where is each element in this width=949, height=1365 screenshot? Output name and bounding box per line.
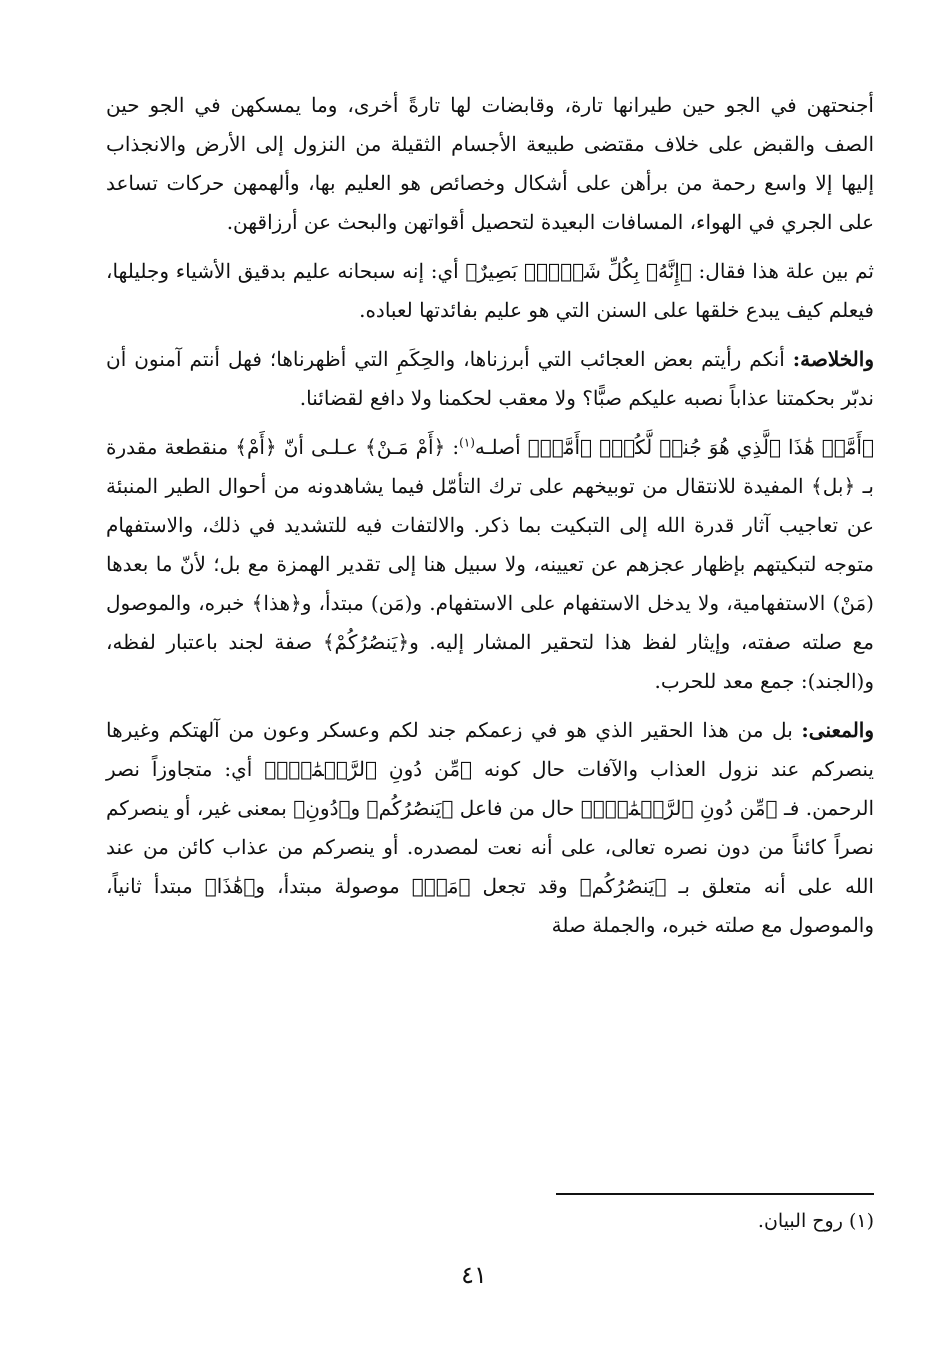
paragraph-cause (106, 252, 874, 330)
footnote (556, 1208, 874, 1234)
footnote-divider (556, 1193, 874, 1195)
summary-lead: والخلاصة: (792, 347, 874, 371)
paragraph-text: بل من هذا الحقير الذي هو في زعمكم جند لكم وعسكر وعون من آلهتكم وغيرها ينصركم عند نزول العذاب والآفات حال كونه ﴿مِّن دُونِ ٱلرَّحۡمَٰنِۚ﴾ أي: متجاوزاً نصر الرحمن. فـ ﴿مِّن دُونِ ٱلرَّحۡمَٰنِۚ﴾ حال من فاعل ﴿يَنصُرُكُم﴾ و﴿دُونِ﴾ بمعنى غير، أو ينصركم نصراً كائناً من دون نصره تعالى، على أنه نعت لمصدره. أو ينصركم من عذاب كائن من عند الله على أنه متعلق بـ ﴿يَنصُرُكُم﴾ وقد تجعل ﴿مَنۡ﴾ موصولة مبتدأ، و﴿هَٰذَا﴾ مبتدأ ثانياً، والموصول مع صلته خبره، والجملة صلة (106, 718, 874, 937)
footnote-number: (١) (848, 1210, 874, 1232)
page-number: ٤١ (461, 1261, 487, 1289)
verse-commentary: : ﴿أَمْ مَـنْ﴾ عـلـى أنّ ﴿أَمْ﴾ منقطعة مقدرة بـ ﴿بل﴾ المفيدة للانتقال من توبيخهم على ترك التأمّل فيما يشاهدونه من أحوال الطير المنبئة عن تعاجيب آثار قدرة الله إلى التبكيت بما ذكر. والالتفات فيه للتشديد في ذلك، والاستفهام متوجه لتبكيتهم بإظهار عجزهم عن تعيينه، ولا سبيل هنا إلى تقدير الهمزة مع بل؛ لأنّ ما بعدها (مَنْ) الاستفهامية، ولا يدخل الاستفهام على الاستفهام. و(مَن) مبتدأ، و﴿هذا﴾ خبره، والموصول مع صلته صفته، وإيثار لفظ هذا لتحقير المشار إليه. و﴿يَنصُرُكُمْ﴾ صفة لجند باعتبار لفظه، و(الجند): جمع معد للحرب. (106, 435, 874, 693)
paragraph-meaning (106, 711, 874, 945)
body-text (106, 86, 874, 945)
paragraph-text: ثم بين علة هذا فقال: ﴿إِنَّهُۥ بِكُلِّ شَيۡءِۭ بَصِيرٌ﴾ أي: إنه سبحانه عليم بدقيق الأشياء وجليلها، فيعلم كيف يبدع خلقها على السنن التي هو عليم بفائدتها لعباده. (106, 259, 874, 322)
footnote-text: روح البيان. (757, 1210, 843, 1232)
paragraph-summary (106, 340, 874, 418)
paragraph-verse-analysis (106, 428, 874, 701)
verse-text: ﴿أَمَّنۡ هَٰذَا ٱلَّذِي هُوَ جُندٞ لَّكُمۡ﴾ ﴿أَمَّنۡ﴾ أصلـه (474, 435, 874, 459)
paragraph-text: أنكم رأيتم بعض العجائب التي أبرزناها، والحِكَمِ التي أظهرناها؛ فهل أنتم آمنون أن ندبّر بحكمتنا عذاباً نصبه عليكم صبًّا؟ ولا معقب لحكمنا ولا دافع لقضائنا. (106, 347, 874, 410)
meaning-lead: والمعنى: (801, 718, 874, 742)
footnote-reference: (١) (459, 435, 475, 450)
paragraph-birds-flight (106, 86, 874, 242)
paragraph-text: أجنحتهن في الجو حين طيرانها تارة، وقابضات لها تارةً أخرى، وما يمسكهن في الجو حين الصف والقبض على خلاف مقتضى طبيعة الأجسام الثقيلة من النزول إلى الأرض والانجذاب إليها إلا واسع رحمة من برأهن على أشكال وخصائص هو العليم بها، وألهمهن حركات تساعد على الجري في الهواء، المسافات البعيدة لتحصيل أقواتهن والبحث عن أرزاقهن. (106, 93, 874, 234)
